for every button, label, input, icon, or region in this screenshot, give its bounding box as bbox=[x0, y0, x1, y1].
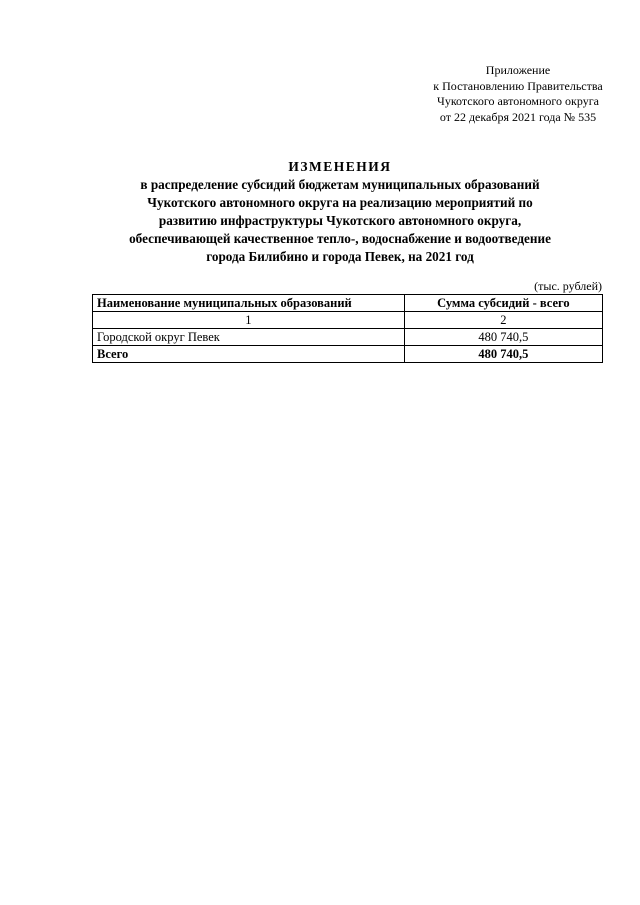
column-number-1: 1 bbox=[93, 312, 405, 329]
appendix-region: Чукотского автономного округа bbox=[437, 94, 599, 108]
header-amount: Сумма субсидий - всего bbox=[404, 295, 602, 312]
total-amount: 480 740,5 bbox=[404, 346, 602, 363]
appendix-date: от 22 декабря 2021 года № 535 bbox=[439, 109, 597, 124]
municipality-name: Городской округ Певек bbox=[93, 329, 405, 346]
appendix-block bbox=[400, 63, 636, 125]
subsidy-amount: 480 740,5 bbox=[404, 329, 602, 346]
table-header-row bbox=[93, 295, 603, 312]
header-municipality: Наименование муниципальных образований bbox=[93, 295, 405, 312]
document-heading bbox=[60, 158, 620, 266]
unit-label: (тыс. рублей) bbox=[534, 279, 602, 293]
table-row bbox=[93, 329, 603, 346]
total-label: Всего bbox=[93, 346, 405, 363]
heading-line-3: развитию инфраструктуры Чукотского автономного округа, bbox=[158, 213, 522, 228]
document-title: ИЗМЕНЕНИЯ bbox=[288, 159, 392, 174]
heading-line-5: города Билибино и города Певек, на 2021 год bbox=[206, 249, 474, 264]
heading-line-4: обеспечивающей качественное тепло-, водоснабжение и водоотведение bbox=[129, 231, 551, 246]
appendix-label: Приложение bbox=[485, 63, 551, 77]
column-number-row bbox=[93, 312, 603, 329]
column-number-2: 2 bbox=[404, 312, 602, 329]
total-row bbox=[93, 346, 603, 363]
heading-line-2: Чукотского автономного округа на реализацию мероприятий по bbox=[147, 195, 533, 210]
subsidies-table bbox=[92, 294, 603, 363]
heading-line-1: в распределение субсидий бюджетам муниципальных образований bbox=[140, 177, 540, 192]
appendix-resolution: к Постановлению Правительства bbox=[433, 78, 603, 93]
